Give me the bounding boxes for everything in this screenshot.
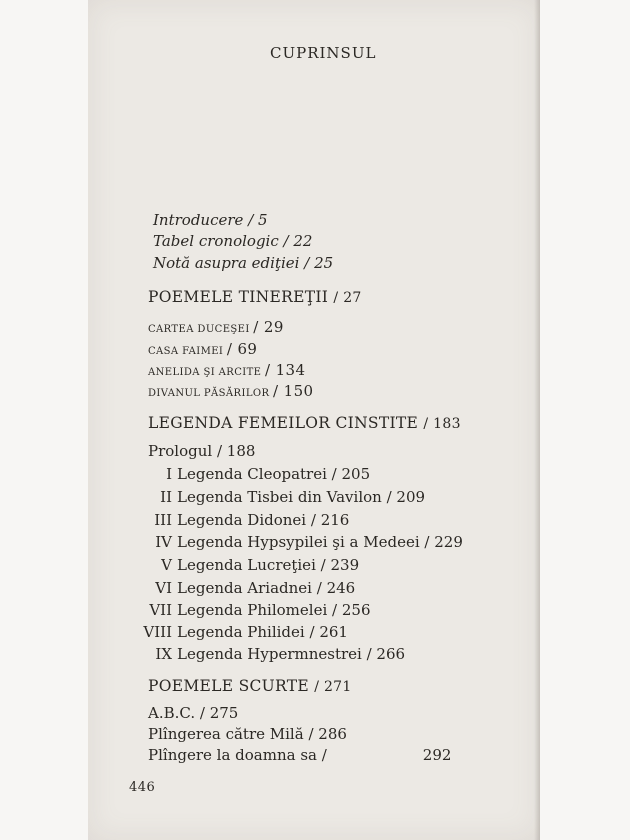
toc-entry-tabel xyxy=(153,232,312,250)
entry-page: / 29 xyxy=(253,318,284,336)
entry-page: / 25 xyxy=(304,254,334,272)
entry-label: Prologul xyxy=(148,442,213,460)
entry-page: / 205 xyxy=(331,465,371,483)
section-page: / 271 xyxy=(314,679,352,695)
entry-label: Legenda Philomelei xyxy=(177,601,328,619)
toc-entry-legend xyxy=(136,579,355,597)
entry-label: Legenda Cleopatrei xyxy=(177,465,327,483)
roman-numeral: VIII xyxy=(143,623,172,641)
entry-page: / 209 xyxy=(386,488,426,506)
entry-label: DIVANUL PĂSĂRILOR xyxy=(148,388,270,399)
roman-numeral: V xyxy=(161,556,172,574)
entry-page: / 266 xyxy=(366,645,406,663)
toc-entry-divanul xyxy=(148,382,313,400)
entry-label: Plîngere la doamna sa / xyxy=(148,746,327,764)
toc-entry-legend xyxy=(136,556,359,574)
entry-label: Legenda Didonei xyxy=(177,511,307,529)
page-title: CUPRINSUL xyxy=(270,44,377,62)
toc-entry-legend xyxy=(136,465,370,483)
toc-entry-anelida xyxy=(148,361,305,379)
entry-label: Tabel cronologic xyxy=(153,232,279,250)
section-title: POEMELE TINEREŢII xyxy=(148,288,329,306)
roman-numeral: VII xyxy=(149,601,172,619)
entry-page: / 229 xyxy=(424,533,463,551)
toc-entry-legend xyxy=(136,601,370,619)
entry-label: CASA FAIMEI xyxy=(148,346,224,357)
entry-page: / 150 xyxy=(273,382,314,400)
section-heading-tinereti xyxy=(148,288,362,306)
entry-label: Legenda Hypsypilei şi a Medeei xyxy=(177,533,420,551)
entry-label: Legenda Tisbei din Vavilon xyxy=(177,488,382,506)
roman-numeral: II xyxy=(160,488,172,506)
entry-label: Legenda Philidei xyxy=(177,623,305,641)
entry-page: / 256 xyxy=(332,601,371,619)
section-title: LEGENDA FEMEILOR CINSTITE xyxy=(148,414,419,432)
toc-entry-faimei xyxy=(148,340,257,358)
section-title: POEMELE SCURTE xyxy=(148,677,309,695)
entry-page: / 275 xyxy=(199,704,239,722)
entry-page: / 286 xyxy=(308,725,347,743)
toc-entry-introducere xyxy=(153,211,268,229)
entry-label: A.B.C. xyxy=(148,704,196,722)
entry-page: 292 xyxy=(422,746,452,764)
section-heading-legenda xyxy=(148,414,461,432)
entry-page: / 246 xyxy=(316,579,356,597)
toc-entry-plingerea-mila xyxy=(148,725,347,743)
entry-label: Legenda Lucreţiei xyxy=(177,556,316,574)
toc-entry-legend xyxy=(136,533,463,551)
toc-entry-nota xyxy=(153,254,333,272)
toc-entry-abc xyxy=(148,704,238,722)
section-heading-scurte xyxy=(148,677,352,695)
toc-entry-plingere-doamna xyxy=(148,746,451,764)
entry-label: Legenda Hypermnestrei xyxy=(177,645,362,663)
entry-page: / 239 xyxy=(320,556,360,574)
entry-page: / 261 xyxy=(309,623,348,641)
toc-entry-legend xyxy=(136,511,349,529)
roman-numeral: VI xyxy=(155,579,172,597)
roman-numeral: IV xyxy=(155,533,172,551)
entry-page: / 216 xyxy=(310,511,350,529)
section-page: / 27 xyxy=(333,290,362,306)
entry-page: / 134 xyxy=(264,361,306,379)
section-page: / 183 xyxy=(423,416,461,432)
roman-numeral: IX xyxy=(155,645,172,663)
entry-label: ANELIDA ŞI ARCITE xyxy=(148,367,262,378)
toc-entry-legend xyxy=(136,623,348,641)
toc-entry-prologul xyxy=(148,442,255,460)
toc-entry-ducesei xyxy=(148,318,284,336)
entry-page: / 22 xyxy=(283,232,313,250)
entry-label: Notă asupra ediţiei xyxy=(153,254,300,272)
entry-page: / 69 xyxy=(226,340,258,358)
entry-label: Introducere xyxy=(153,211,244,229)
roman-numeral: I xyxy=(166,465,172,483)
roman-numeral: III xyxy=(154,511,172,529)
toc-entry-legend xyxy=(136,645,405,663)
entry-page: / 188 xyxy=(216,442,256,460)
entry-label: Plîngerea către Milă xyxy=(148,725,304,743)
entry-page: / 5 xyxy=(248,211,268,229)
entry-label: Legenda Ariadnei xyxy=(177,579,312,597)
toc-entry-legend xyxy=(136,488,425,506)
entry-label: CARTEA DUCEŞEI xyxy=(148,324,250,335)
page-number: 446 xyxy=(129,780,156,795)
